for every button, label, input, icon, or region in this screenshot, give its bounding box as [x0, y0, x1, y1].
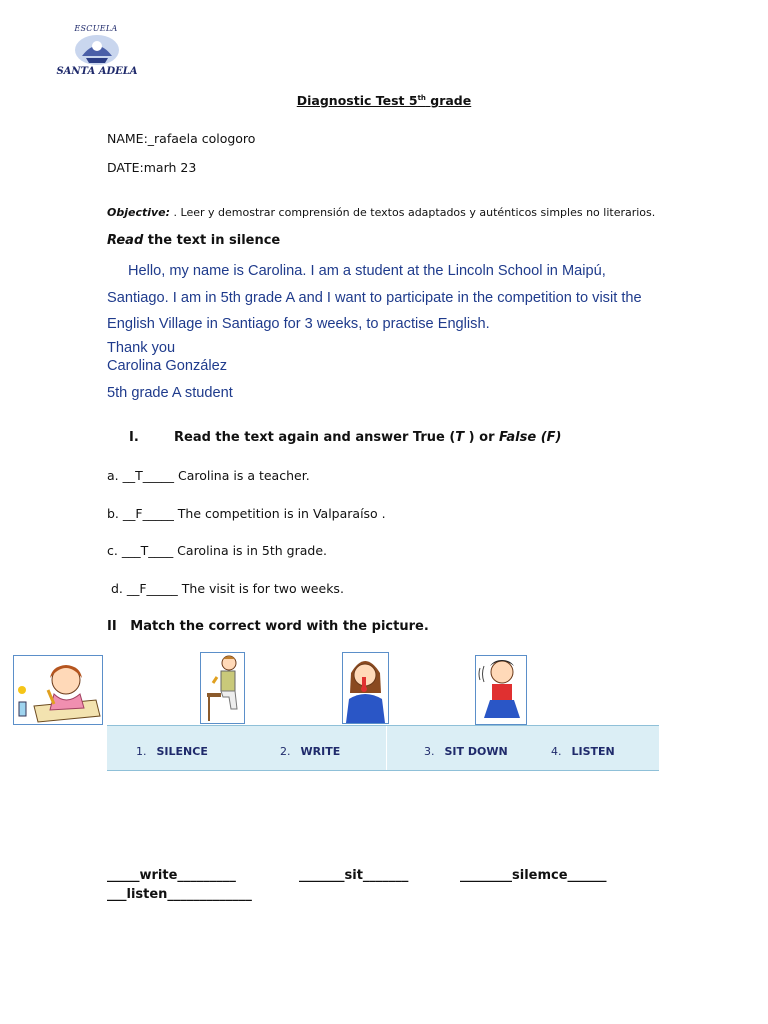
word-item-4: 4. LISTEN [551, 745, 615, 758]
true-false-item-a: a. __T_____ Carolina is a teacher. [107, 468, 310, 483]
read-heading: Read the text in silence [107, 233, 281, 248]
word-item-3: 3. SIT DOWN [424, 745, 508, 758]
answer-1: _____write_________ [107, 868, 236, 883]
true-false-item-c: c. ___T____ Carolina is in 5th grade. [107, 543, 327, 558]
section-2-heading: II Match the correct word with the picture. [107, 619, 429, 634]
school-logo [52, 22, 142, 84]
answer-4: ___listen_____________ [107, 887, 252, 902]
objective-line: Objective: . Leer y demostrar comprensión de textos adaptados y auténticos simples no literarios. [107, 206, 656, 219]
logo-bottom-text: SANTA ADELA [56, 66, 138, 77]
table-divider [386, 726, 387, 770]
picture-write [13, 655, 103, 725]
true-false-item-b: b. __F_____ The competition is in Valparaíso . [107, 506, 386, 521]
picture-listen [475, 655, 527, 725]
name-line: NAME:_rafaela cologoro [107, 131, 256, 146]
closing-name: Carolina González [107, 358, 228, 374]
word-item-1: 1. SILENCE [136, 745, 208, 758]
word-item-2: 2. WRITE [280, 745, 341, 758]
answer-lines [107, 866, 607, 904]
page-title: Diagnostic Test 5th grade [296, 93, 472, 108]
logo-emblem-icon [72, 32, 122, 68]
woman-silence-icon [343, 653, 388, 723]
boy-listening-icon [476, 656, 526, 724]
answer-2: _______sit_______ [299, 868, 409, 883]
answer-3: ________silemce______ [460, 868, 607, 883]
boy-sitting-icon [201, 653, 244, 723]
girl-writing-icon [14, 656, 102, 724]
story-text: Hello, my name is Carolina. I am a student at the Lincoln School in Maipú, Santiago. I am in 5th grade A and I want to participate in the competition to visit the English Village in Santiago for 3 weeks, to practise English. [107, 263, 642, 332]
logo-top-text: ESCUELA [74, 24, 118, 33]
closing-role: 5th grade A student [107, 385, 233, 401]
word-bank-table [107, 725, 659, 771]
date-line: DATE:marh 23 [107, 160, 197, 175]
section-1-heading: I. Read the text again and answer True (T ) or False (F) [129, 430, 562, 445]
closing-thanks: Thank you [107, 340, 176, 356]
picture-sit-down [200, 652, 245, 724]
true-false-item-d: d. __F_____ The visit is for two weeks. [107, 581, 344, 596]
picture-silence [342, 652, 389, 724]
